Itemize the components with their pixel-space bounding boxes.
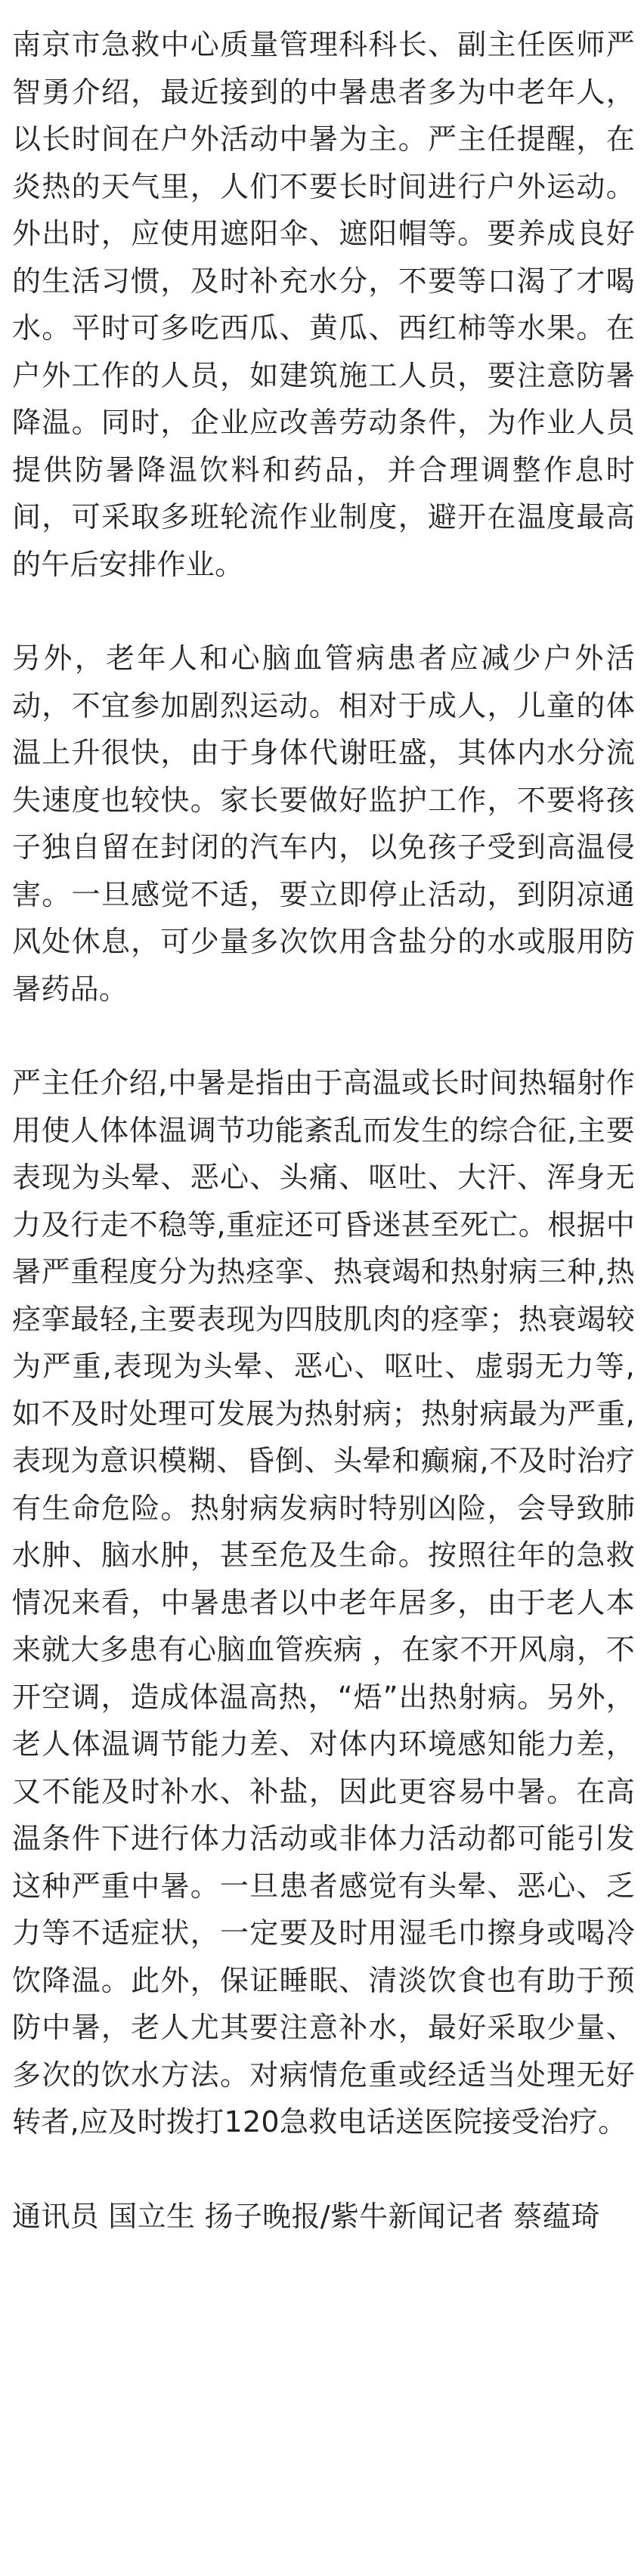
article-body <box>12 21 635 2240</box>
article-paragraph-3: 严主任介绍,中暑是指由于高温或长时间热辐射作用使人体体温调节功能紊乱而发生的综合征,主要表现为头晕、恶心、头痛、呕吐、大汗、浑身无力及行走不稳等,重症还可昏迷甚至死亡。根据中暑严重程度分为热痉挛、热衰竭和热射病三种,热痉挛最轻,主要表现为四肢肌肉的痉挛；热衰竭较为严重,表现为头晕、恶心、呕吐、虚弱无力等,如不及时处理可发展为热射病；热射病最为严重,表现为意识模糊、昏倒、头晕和癫痫,不及时治疗有生命危险。热射病发病时特别凶险，会导致肺水肿、脑水肿，甚至危及生命。按照往年的急救情况来看，中暑患者以中老年居多，由于老人本来就大多患有心脑血管疾病 ，在家不开风扇，不开空调，造成体温高热，“焐”出热射病。另外，老人体温调节能力差、对体内环境感知能力差，又不能及时补水、补盐，因此更容易中暑。在高温条件下进行体力活动或非体力活动都可能引发这种严重中暑。一旦患者感觉有头晕、恶心、乏力等不适症状，一定要及时用湿毛巾擦身或喝冷饮降温。此外，保证睡眠、清淡饮食也有助于预防中暑，老人尤其要注意补水，最好采取少量、多次的饮水方法。对病情危重或经适当处理无好转者,应及时拨打120急救电话送医院接受治疗。 <box>12 1066 635 2138</box>
article-paragraph-2: 另外，老年人和心脑血管病患者应减少户外活动，不宜参加剧烈运动。相对于成人，儿童的体温上升很快，由于身体代谢旺盛，其体内水分流失速度也较快。家长要做好监护工作，不要将孩子独自留在封闭的汽车内，以免孩子受到高温侵害。一旦感觉不适，要立即停止活动，到阴凉通风处休息，可少量多次饮用含盐分的水或服用防暑药品。 <box>12 642 635 1006</box>
article-byline: 通讯员 国立生 扬子晚报/紫牛新闻记者 蔡蕴琦 <box>12 2199 600 2233</box>
article-paragraph-1: 南京市急救中心质量管理科科长、副主任医师严智勇介绍，最近接到的中暑患者多为中老年人，以长时间在户外活动中暑为主。严主任提醒，在炎热的天气里，人们不要长时间进行户外运动。外出时，应使用遮阳伞、遮阳帽等。要养成良好的生活习惯，及时补充水分，不要等口渴了才喝水。平时可多吃西瓜、黄瓜、西红柿等水果。在户外工作的人员，如建筑施工人员，要注意防暑降温。同时，企业应改善劳动条件，为作业人员提供防暑降温饮料和药品，并合理调整作息时间，可采取多班轮流作业制度，避开在温度最高的午后安排作业。 <box>12 28 635 581</box>
